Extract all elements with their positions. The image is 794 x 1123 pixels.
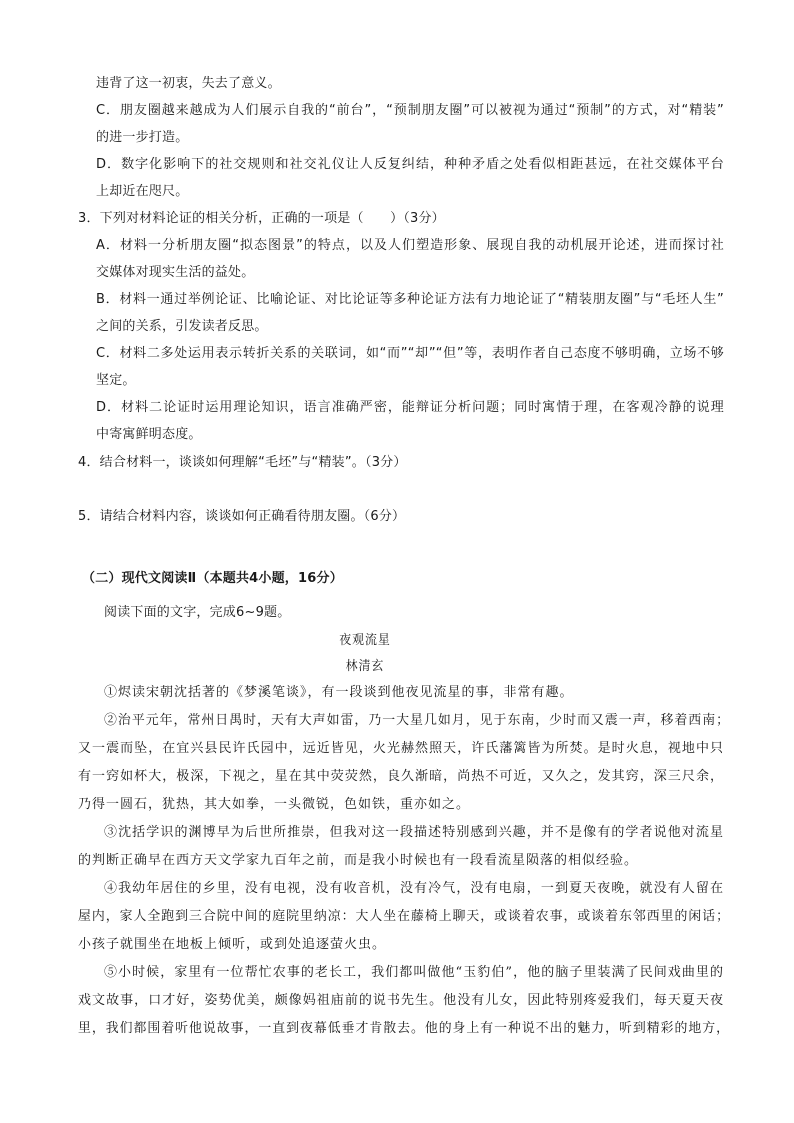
article-paragraph-5-line3: 里，我们都围着听他说故事，一直到夜幕低垂才肯散去。他的身上有一种说不出的魅力，听到精彩的地方，	[78, 1021, 731, 1036]
article-paragraph-4-line1: ④我幼年居住的乡里，没有电视，没有收音机，没有冷气，没有电扇，一到夏天夜晚，就没有人留在	[104, 881, 724, 896]
q3-option-a-line2: 交媒体对现实生活的益处。	[96, 265, 255, 280]
article-paragraph-2-line1: ②治平元年，常州日禺时，天有大声如雷，乃一大星几如月，见于东南，少时而又震一声，移着西南；	[104, 713, 731, 728]
article-paragraph-1: ①烬读宋朝沈括著的《梦溪笔谈》，有一段谈到他夜见流星的事，非常有趣。	[104, 685, 574, 700]
q2-option-c-line2: 的进一步打造。	[96, 130, 189, 145]
article-paragraph-2-line4: 乃得一圆石，犹热，其大如拳，一头微锐，色如铁，重亦如之。	[78, 797, 471, 812]
q2-option-d-line1: D．数字化影响下的社交规则和社交礼仪让人反复纠结，种种矛盾之处看似相距甚远，在社交媒体平台	[96, 157, 724, 172]
q3-option-b-line1: B．材料一通过举例论证、比喻论证、对比论证等多种论证方法有力地论证了“精装朋友圈”与“毛坯人生”	[96, 292, 724, 307]
article-author: 林清玄	[345, 659, 385, 674]
q5-stem: 5．请结合材料内容，谈谈如何正确看待朋友圈。（6分）	[78, 509, 406, 524]
q3-option-d-line1: D．材料二论证时运用理论知识，语言准确严密，能辩证分析问题；同时寓情于理，在客观冷静的说理	[96, 400, 724, 415]
section-heading: （二）现代文阅读Ⅱ（本题共4小题，16分）	[82, 571, 343, 586]
article-paragraph-3-line2: 的判断正确早在西方天文学家九百年之前，而是我小时候也有一段看流星陨落的相似经验。	[78, 853, 639, 868]
article-title: 夜观流星	[339, 633, 391, 648]
article-paragraph-3-line1: ③沈括学识的渊博早为后世所推崇，但我对这一段描述特别感到兴趣，并不是像有的学者说他对流星	[104, 825, 724, 840]
q2-option-b-continuation: 违背了这一初衷，失去了意义。	[96, 76, 281, 91]
article-paragraph-4-line3: 小孩子就围坐在地板上倾听，或到处追逐萤火虫。	[78, 937, 387, 952]
q4-stem: 4．结合材料一，谈谈如何理解“毛坯”与“精装”。（3分）	[78, 455, 407, 470]
q3-option-c-line1: C．材料二多处运用表示转折关系的关联词，如“而”“却”“但”等，表明作者自己态度不够明确，立场不够	[96, 346, 724, 361]
article-paragraph-5-line2: 戏文故事，口才好，姿势优美，颇像妈祖庙前的说书先生。他没有儿女，因此特别疼爱我们，每天夏天夜	[78, 993, 724, 1008]
q3-option-a-line1: A．材料一分析朋友圈“拟态图景”的特点，以及人们塑造形象、展现自我的动机展开论述，进而探讨社	[96, 238, 724, 253]
q3-stem: 3．下列对材料论证的相关分析，正确的一项是（ ）（3分）	[78, 211, 445, 226]
q3-option-b-line2: 之间的关系，引发读者反思。	[96, 319, 268, 334]
q3-option-c-line2: 坚定。	[96, 373, 136, 388]
q2-option-c-line1: C．朋友圈越来越成为人们展示自我的“前台”，“预制朋友圈”可以被视为通过“预制”的方式，对“精装”	[96, 103, 724, 118]
section-instruction: 阅读下面的文字，完成6~9题。	[104, 605, 291, 620]
q2-option-d-line2: 上却近在咫尺。	[96, 184, 189, 199]
article-paragraph-4-line2: 屋内，家人全跑到三合院中间的庭院里纳凉：大人坐在藤椅上聊天，或谈着农事，或谈着东邻西里的闲话；	[78, 909, 731, 924]
q3-option-d-line2: 中寄寓鲜明态度。	[96, 427, 202, 442]
article-paragraph-5-line1: ⑤小时候，家里有一位帮忙农事的老长工，我们都叫做他“玉豹伯”，他的脑子里装满了民间戏曲里的	[104, 965, 724, 980]
article-paragraph-2-line3: 有一窍如杯大，极深，下视之，星在其中荧荧然，良久渐暗，尚热不可近，又久之，发其窍，深三尺余，	[78, 769, 724, 784]
article-paragraph-2-line2: 又一震而坠，在宜兴县民许氏园中，远近皆见，火光赫然照天，许氏藩篱皆为所焚。是时火息，视地中只	[78, 741, 724, 756]
